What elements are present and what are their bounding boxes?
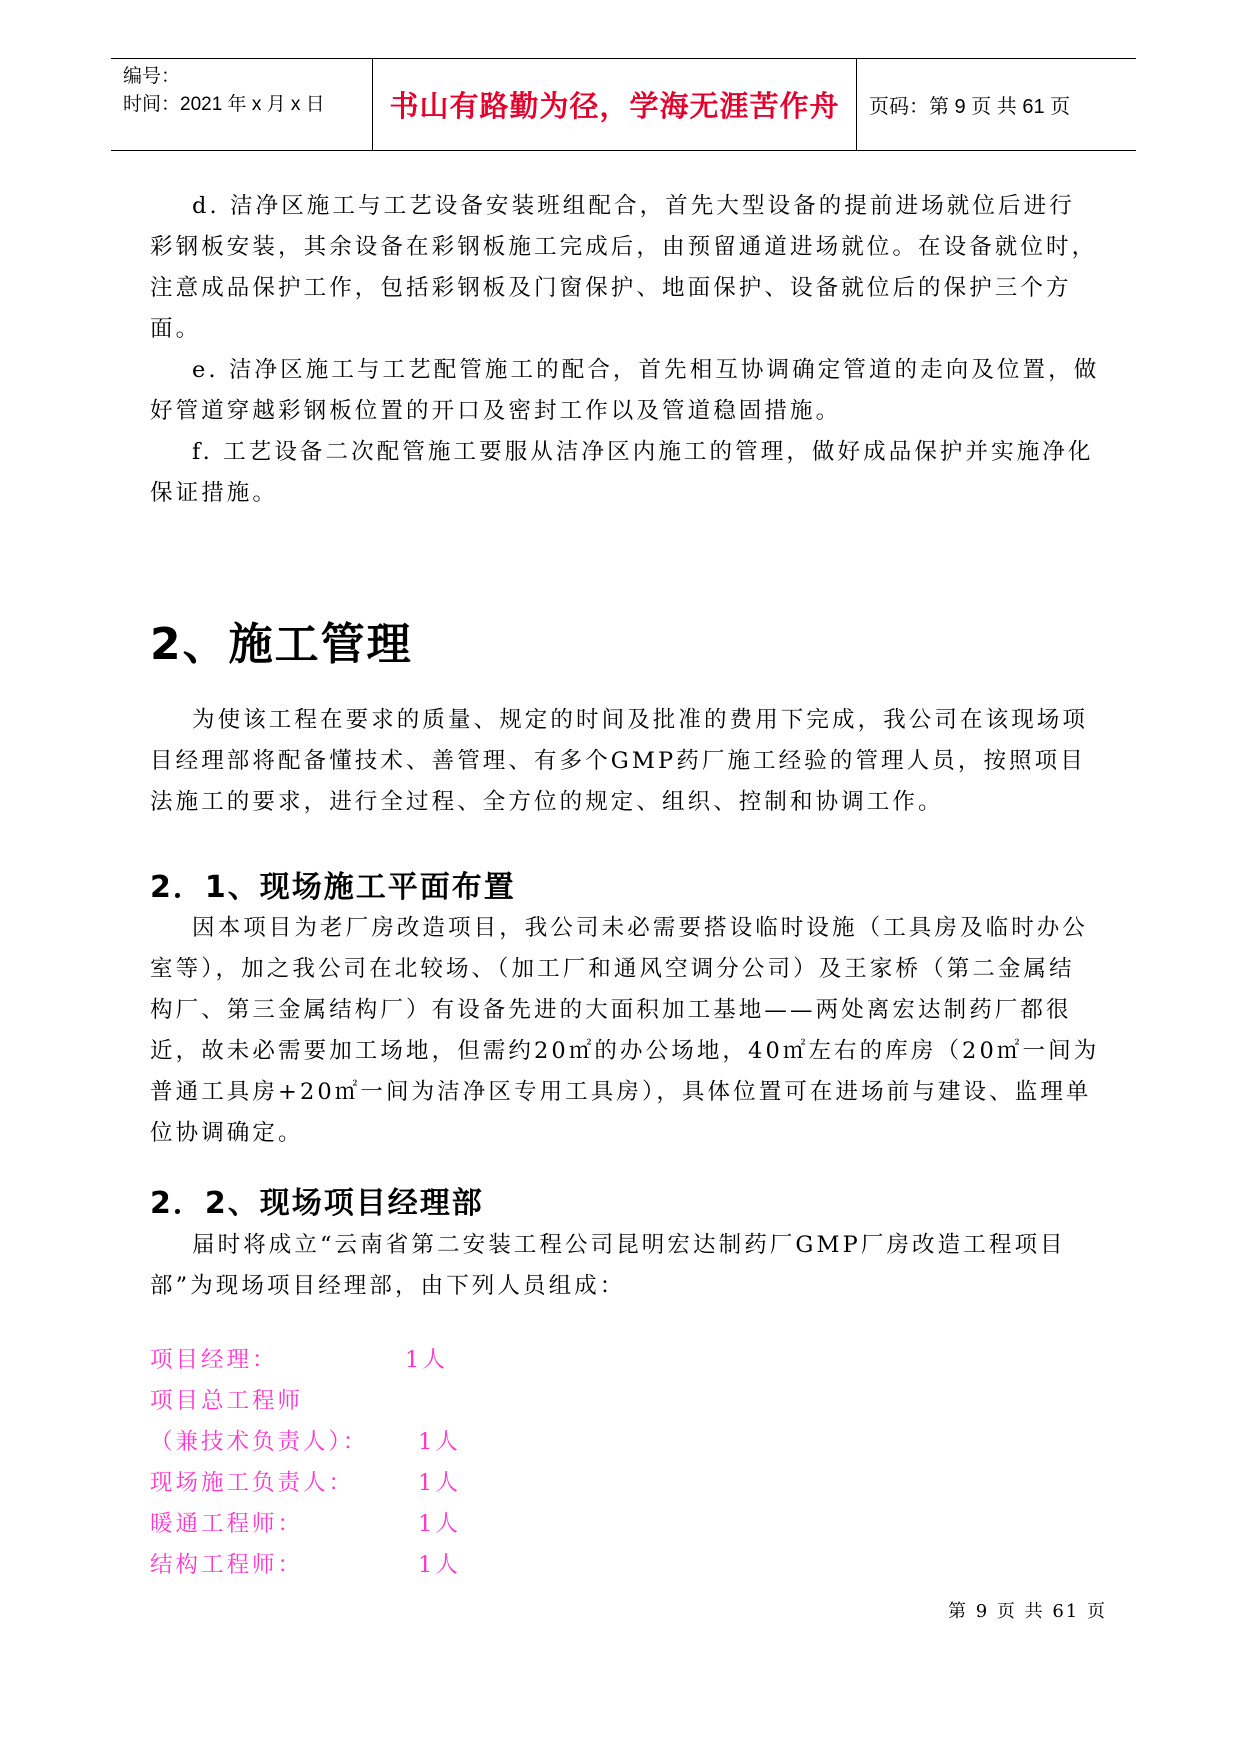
paragraph-2-2: 届时将成立“云南省第二安装工程公司昆明宏达制药厂GMP厂房改造工程项目部”为现场项目经理部，由下列人员组成： (150, 1232, 1066, 1299)
header-number: 编号： (123, 66, 181, 87)
staff-count: 1人 (418, 1552, 461, 1578)
intro-paragraph: 为使该工程在要求的质量、规定的时间及批准的费用下完成，我公司在该现场项目经理部将配备懂技术、善管理、有多个GMP药厂施工经验的管理人员，按照项目法施工的要求，进行全过程、全方位的规定、组织、控制和协调工作。 (150, 707, 1089, 815)
staff-role: 暖通工程师： (150, 1511, 304, 1537)
paragraph-d: d. 洁净区施工与工艺设备安装班组配合，首先大型设备的提前进场就位后进行彩钢板安装，其余设备在彩钢板施工完成后，由预留通道进场就位。在设备就位时，注意成品保护工作，包括彩钢板及门窗保护、地面保护、设备就位后的保护三个方面。 (150, 193, 1098, 342)
staff-role: 现场施工负责人： (150, 1470, 355, 1496)
staff-role: 项目经理： (150, 1347, 278, 1373)
header-meta-cell (111, 59, 373, 150)
staff-role: 结构工程师： (150, 1552, 304, 1578)
header-page-code: 页码：第 9 页 共 61 页 (869, 96, 1071, 118)
header-page-cell (857, 59, 1136, 150)
staff-count: 1人 (405, 1347, 448, 1373)
header-motto: 书山有路勤为径，学海无涯苦作舟 (389, 89, 840, 123)
staff-count: 1人 (418, 1429, 461, 1455)
paragraph-f: f. 工艺设备二次配管施工要服从洁净区内施工的管理，做好成品保护并实施净化保证措施。 (150, 439, 1094, 506)
page-header (111, 58, 1136, 151)
paragraph-2-1: 因本项目为老厂房改造项目，我公司未必需要搭设临时设施（工具房及临时办公室等），加之我公司在北较场、（加工厂和通风空调分公司）及王家桥（第二金属结构厂、第三金属结构厂）有设备先进的大面积加工基地——两处离宏达制药厂都很近，故未必需要加工场地，但需约20㎡的办公场地，40㎡左右的库房（20㎡一间为普通工具房+20㎡一间为洁净区专用工具房），具体位置可在进场前与建设、监理单位协调确定。 (150, 915, 1100, 1146)
header-motto-cell (373, 59, 857, 150)
staff-count: 1人 (418, 1470, 461, 1496)
staff-role: （兼技术负责人）： (150, 1429, 369, 1455)
paragraph-e: e. 洁净区施工与工艺配管施工的配合，首先相互协调确定管道的走向及位置，做好管道穿越彩钢板位置的开口及密封工作以及管道稳固措施。 (150, 357, 1100, 424)
heading-2-1: 2．1、现场施工平面布置 (150, 870, 516, 905)
staff-count: 1人 (418, 1511, 461, 1537)
heading-construction-management: 2、施工管理 (150, 619, 413, 670)
heading-2-2: 2．2、现场项目经理部 (150, 1186, 484, 1221)
page-footer: 第 9 页 共 61 页 (948, 1601, 1107, 1622)
staff-role: 项目总工程师 (150, 1388, 304, 1414)
header-time: 时间：2021 年 x 月 x 日 (123, 94, 325, 115)
